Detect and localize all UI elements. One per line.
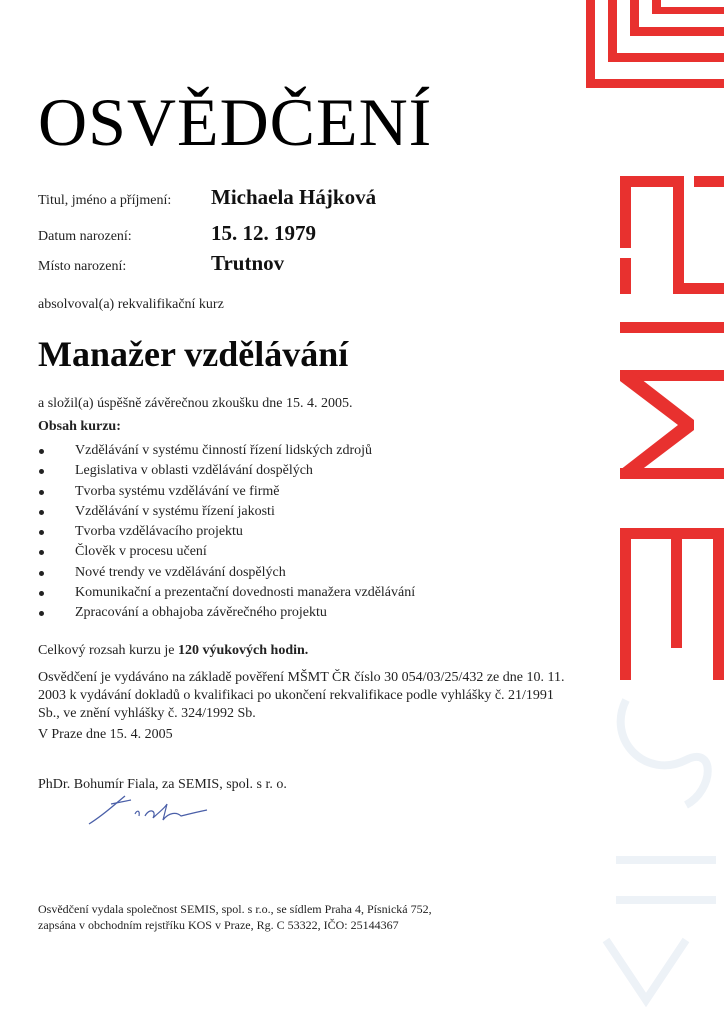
course-contents-list: [38, 441, 415, 624]
course-scope: [38, 643, 308, 659]
bullet-icon: [39, 611, 44, 616]
list-item: [38, 461, 415, 481]
list-item: [38, 441, 415, 461]
bullet-icon: [39, 449, 44, 454]
birthplace-value: Trutnov: [211, 251, 285, 275]
scope-prefix: Celkový rozsah kurzu je: [38, 643, 178, 658]
list-item: [38, 603, 415, 623]
bullet-icon: [39, 469, 44, 474]
footer-line-2: zapsána v obchodním rejstříku KOS v Praze, Rg. C 53322, IČO: 25144367: [38, 918, 399, 932]
scope-hours: 120 výukových hodin.: [177, 643, 309, 658]
list-item-text: Zpracování a obhajoba závěrečného projektu: [75, 605, 327, 621]
birthdate-value: 15. 12. 1979: [211, 221, 316, 245]
bullet-icon: [39, 510, 44, 515]
list-item: [38, 522, 415, 542]
bullet-icon: [39, 571, 44, 576]
list-item: [38, 502, 415, 522]
birthplace-label: Místo narození:: [38, 259, 127, 274]
name-value: Michaela Hájková: [211, 185, 377, 209]
list-item: [38, 563, 415, 583]
footer-line-1: Osvědčení vydala společnost SEMIS, spol. s r.o., se sídlem Praha 4, Písnická 752,: [38, 902, 432, 916]
bullet-icon: [39, 530, 44, 535]
list-item-text: Vzdělávání v systému činností řízení lidských zdrojů: [75, 443, 373, 458]
signatory: PhDr. Bohumír Fiala, za SEMIS, spol. s r. o.: [38, 777, 287, 792]
semis-logo: [586, 0, 724, 1024]
name-label: Titul, jméno a příjmení:: [38, 193, 172, 208]
exam-text: a složil(a) úspěšně závěrečnou zkoušku dne 15. 4. 2005.: [38, 396, 353, 411]
contents-heading: Obsah kurzu:: [38, 419, 121, 434]
place-date: V Praze dne 15. 4. 2005: [38, 727, 173, 742]
list-item-text: Nové trendy ve vzdělávání dospělých: [75, 564, 286, 580]
list-item: [38, 482, 415, 502]
list-item: [38, 583, 415, 603]
completed-text: absolvoval(a) rekvalifikační kurz: [38, 297, 224, 312]
list-item-text: Vzdělávání v systému řízení jakosti: [75, 503, 275, 519]
bullet-icon: [39, 490, 44, 495]
list-item-text: Tvorba systému vzdělávání ve firmě: [75, 483, 280, 499]
certificate-title: OSVĚDČENÍ: [38, 84, 433, 160]
bullet-icon: [39, 591, 44, 596]
list-item: [38, 542, 415, 562]
course-name: Manažer vzdělávání: [38, 334, 349, 374]
list-item-text: Komunikační a prezentační dovednosti manažera vzdělávání: [75, 585, 416, 601]
signature: [85, 790, 220, 830]
bullet-icon: [39, 550, 44, 555]
legal-text: Osvědčení je vydáváno na základě pověření MŠMT ČR číslo 30 054/03/25/432 ze dne 10. 11. 2003 k vydávání dokladů o kvalifikaci po ukončení rekvalifikace podle vyhlášky č. 21/1991 Sb., ve znění vyhlášky č. 324/1992 Sb.: [38, 670, 565, 721]
footer: [38, 901, 478, 933]
birthdate-label: Datum narození:: [38, 229, 132, 244]
list-item-text: Tvorba vzdělávacího projektu: [75, 524, 243, 540]
list-item-text: Legislativa v oblasti vzdělávání dospělých: [75, 463, 313, 479]
list-item-text: Člověk v procesu učení: [75, 544, 207, 560]
